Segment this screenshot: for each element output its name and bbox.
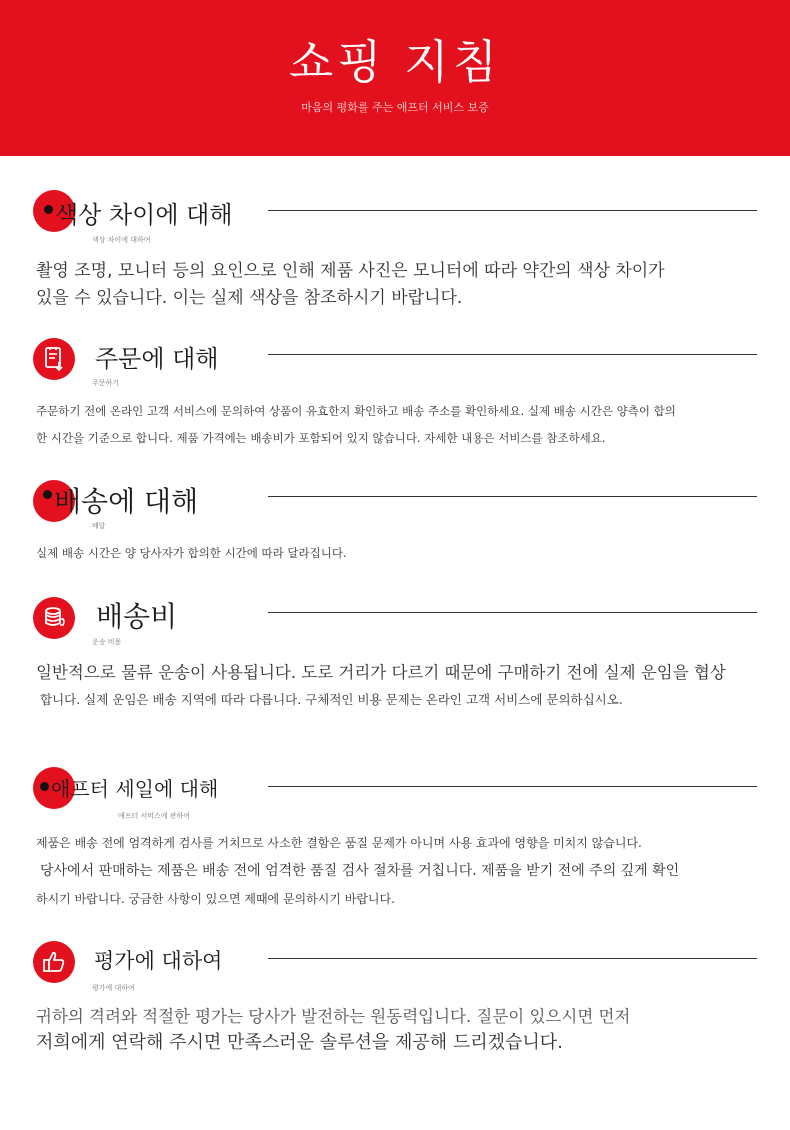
section-text-line: 제품은 배송 전에 엄격하게 검사를 거치므로 사소한 결함은 품질 문제가 아니며 사용 효과에 영향을 미치지 않습니다. [36,836,642,850]
bullet-dot-icon [44,205,53,214]
section-text-line: 저희에게 연락해 주시면 만족스러운 솔루션을 제공해 드리겠습니다. [36,1032,563,1053]
section-subtitle: 주문하기 [92,379,120,387]
section-text-line: 귀하의 격려와 적절한 평가는 당사가 발전하는 원동력입니다. 질문이 있으시면 먼저 [36,1007,631,1026]
section-text-line: 주문하기 전에 온라인 고객 서비스에 문의하여 상품이 유효한지 확인하고 배송 주소를 확인하세요. 실제 배송 시간은 양측이 합의 [36,404,676,418]
section-subtitle: 애프터 서비스에 관하여 [118,812,191,820]
section-title: 주문에 대해 [95,345,219,373]
section-title: 색상 차이에 대해 [55,201,233,229]
section-title: 배송비 [96,600,178,633]
section-text-line: 촬영 조명, 모니터 등의 요인으로 인해 제품 사진은 모니터에 따라 약간의 색상 차이가 [36,261,665,281]
section-divider [268,354,757,355]
red-circle-badge [33,597,75,639]
bullet-dot-icon [43,490,52,499]
bullet-dot-icon [40,782,49,791]
section-text-line: 있을 수 있습니다. 이는 실제 색상을 참조하시기 바랍니다. [36,288,463,308]
header-banner [0,0,790,156]
section-divider [268,210,757,211]
page-subtitle: 마음의 평화를 주는 애프터 서비스 보증 [301,101,489,114]
section-divider [268,786,757,787]
section-text-line: 당사에서 판매하는 제품은 배송 전에 엄격한 품질 검사 절차를 거칩니다. 제품을 받기 전에 주의 깊게 확인 [40,863,680,879]
section-divider [268,612,757,613]
section-divider [268,496,757,497]
section-text-line: 합니다. 실제 운임은 배송 지역에 따라 다릅니다. 구체적인 비용 문제는 온라인 고객 서비스에 문의하십시오. [40,692,623,707]
section-text-line: 한 시간을 기준으로 합니다. 제품 가격에는 배송비가 포함되어 있지 않습니다. 자세한 내용은 서비스를 참조하세요. [36,431,606,445]
section-subtitle: 평가에 대하여 [92,984,135,992]
red-circle-badge [33,338,75,380]
order-list-icon [33,338,75,380]
section-text-line: 일반적으로 물류 운송이 사용됩니다. 도로 거리가 다르기 때문에 구매하기 전에 실제 운임을 협상 [36,663,726,682]
section-subtitle: 색상 차이에 대하여 [92,236,151,244]
section-title: 평가에 대하여 [94,949,223,973]
page-title: 쇼핑 지침 [288,35,502,89]
section-text-line: 하시기 바랍니다. 궁금한 사항이 있으면 제때에 문의하시기 바랍니다. [36,892,395,906]
thumbs-up-icon [33,941,75,983]
section-title: 애프터 세일에 대해 [51,777,219,801]
red-circle-badge [33,941,75,983]
section-divider [268,958,757,959]
section-subtitle: 배달 [92,522,106,530]
coins-icon [33,597,75,639]
section-title: 배송에 대해 [54,485,199,518]
section-subtitle: 운송 비용 [92,638,122,646]
section-text-line: 실제 배송 시간은 양 당사자가 합의한 시간에 따라 달라집니다. [36,546,347,560]
